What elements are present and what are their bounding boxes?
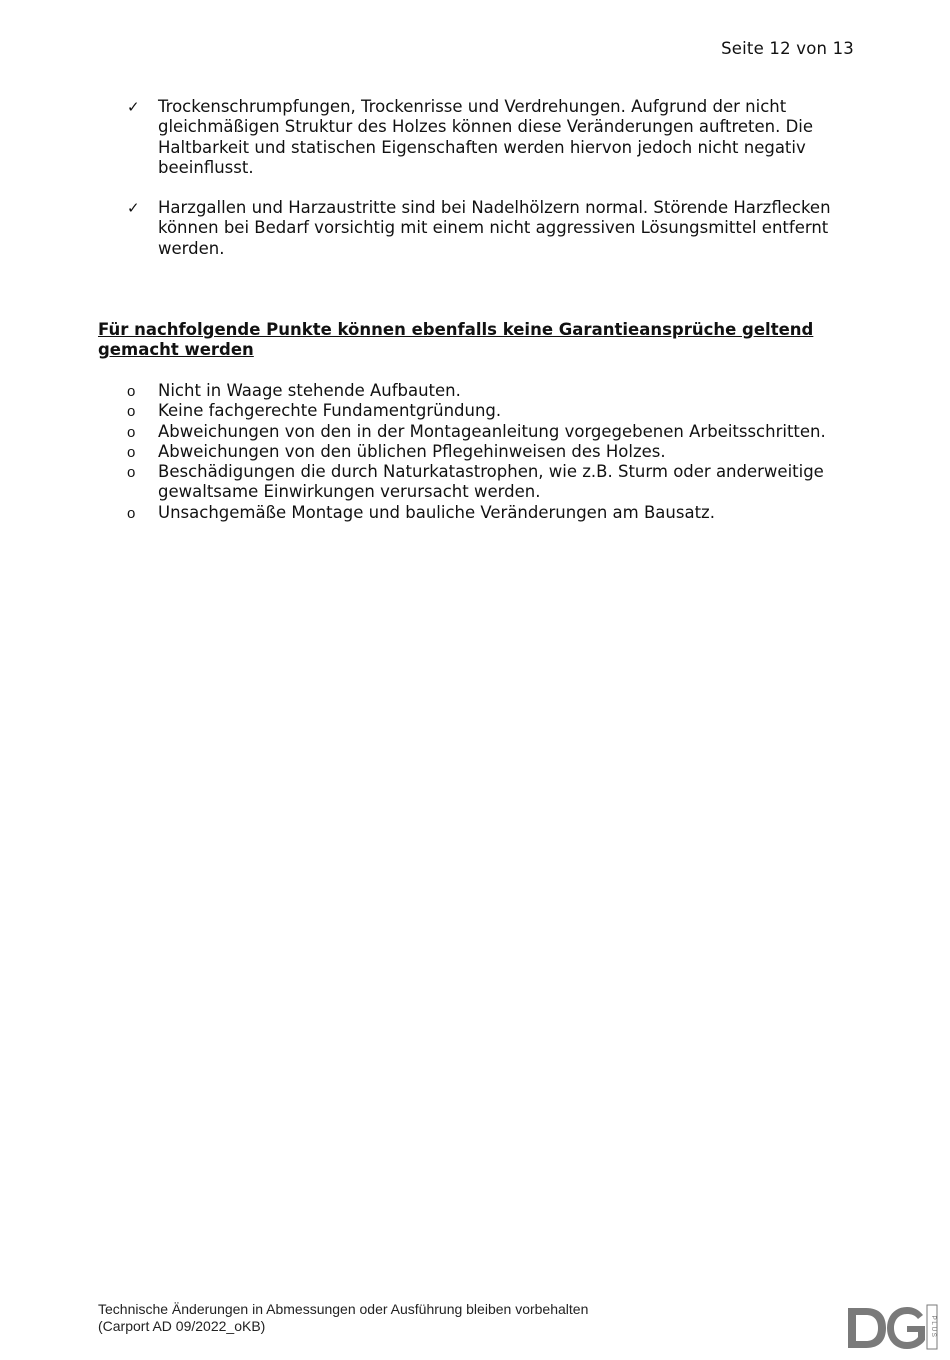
list-item-text: Unsachgemäße Montage und bauliche Veränderungen am Bausatz.	[158, 502, 715, 522]
section-heading: Für nachfolgende Punkte können ebenfalls keine Garantieansprüche geltend gemacht werden	[98, 320, 814, 360]
checklist-item-text: Trockenschrumpfungen, Trockenrisse und Verdrehungen. Aufgrund der nicht gleichmäßigen Struktur des Holzes können diese Veränderungen auftreten. Die Haltbarkeit und statischen Eigenschaften werden hiervon jedoch nicht negativ beeinflusst.	[158, 97, 814, 177]
footer	[98, 1301, 588, 1335]
bullet-icon: o	[127, 423, 136, 441]
list-item	[127, 503, 847, 523]
bullet-icon: o	[127, 403, 136, 421]
exclusion-list	[127, 381, 847, 523]
list-item	[127, 442, 847, 462]
footer-document-code: (Carport AD 09/2022_oKB)	[98, 1318, 266, 1334]
checklist	[127, 97, 847, 279]
logo-tag-text: PLUS	[930, 1315, 937, 1339]
bullet-icon: o	[127, 383, 136, 400]
list-item	[127, 401, 847, 421]
footer-disclaimer: Technische Änderungen in Abmessungen oder Ausführung bleiben vorbehalten	[98, 1301, 589, 1317]
checklist-item	[127, 97, 847, 178]
list-item-text: Abweichungen von den in der Montageanleitung vorgegebenen Arbeitsschritten.	[158, 421, 826, 441]
list-item-text: Nicht in Waage stehende Aufbauten.	[158, 381, 461, 400]
checklist-item	[127, 198, 847, 259]
checkmark-icon: ✓	[127, 98, 140, 116]
list-item	[127, 422, 847, 442]
list-item	[127, 381, 847, 401]
bullet-icon: o	[127, 464, 136, 482]
list-item-text: Beschädigungen die durch Naturkatastrophen, wie z.B. Sturm oder anderweitige gewaltsame Einwirkungen verursacht werden.	[158, 462, 824, 502]
list-item	[127, 462, 847, 503]
checkmark-icon: ✓	[127, 199, 140, 218]
list-item-text: Abweichungen von den üblichen Pflegehinweisen des Holzes.	[158, 441, 666, 461]
checklist-item-text: Harzgallen und Harzaustritte sind bei Nadelhölzern normal. Störende Harzflecken können bei Bedarf vorsichtig mit einem nicht aggressiven Lösungsmittel entfernt werden.	[158, 198, 831, 258]
bullet-icon: o	[127, 504, 136, 522]
list-item-text: Keine fachgerechte Fundamentgründung.	[158, 401, 502, 421]
bullet-icon: o	[127, 443, 136, 461]
page-number: Seite 12 von 13	[721, 39, 854, 58]
company-logo	[846, 1304, 938, 1350]
